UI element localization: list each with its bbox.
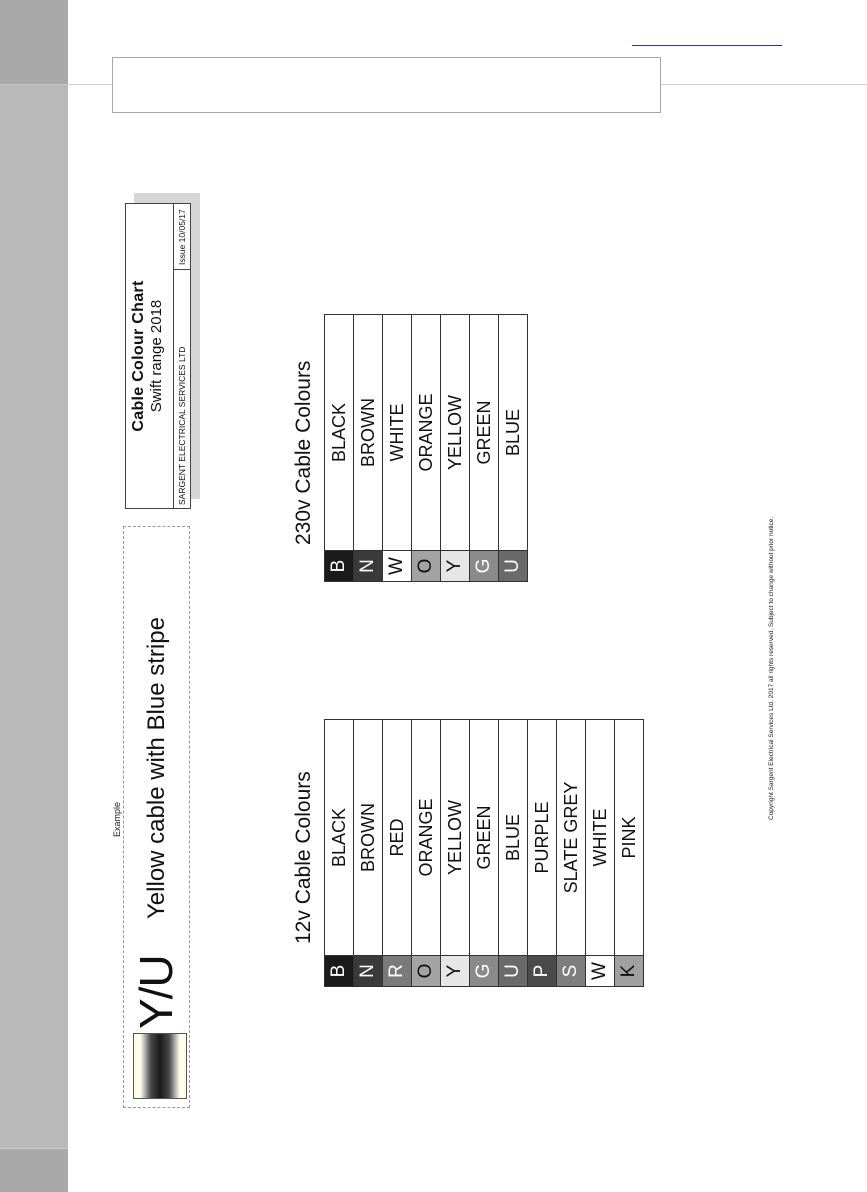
table-row	[499, 720, 528, 987]
colour-code-cell: W	[586, 956, 615, 987]
example-description: Yellow cable with Blue stripe	[143, 617, 170, 919]
colour-code-cell: U	[499, 551, 528, 582]
colour-name-cell: BLACK	[325, 315, 354, 551]
table-row	[470, 720, 499, 987]
colour-name-cell: PINK	[615, 720, 644, 956]
left-margin-band	[0, 0, 68, 1191]
table-row	[412, 315, 441, 582]
cable-swatch-image	[133, 1033, 187, 1099]
colour-name-cell: YELLOW	[441, 315, 470, 551]
colour-code-cell: N	[354, 956, 383, 987]
table-row	[383, 315, 412, 582]
table-12v-title: 12v Cable Colours	[292, 771, 315, 944]
table-row	[557, 720, 586, 987]
colour-name-cell: PURPLE	[528, 720, 557, 956]
example-label: Example	[112, 801, 122, 837]
table-row	[412, 720, 441, 987]
table-row	[383, 720, 412, 987]
title-block	[125, 203, 191, 509]
table-row	[354, 315, 383, 582]
chart-title: Cable Colour Chart	[130, 280, 147, 432]
header-box	[112, 57, 661, 113]
table-row	[441, 315, 470, 582]
table-row	[615, 720, 644, 987]
colour-code-cell: O	[412, 551, 441, 582]
colour-name-cell: SLATE GREY	[557, 720, 586, 956]
table-230v	[324, 314, 528, 582]
table-row	[470, 315, 499, 582]
title-block-main	[126, 204, 173, 508]
example-code: Y/U	[130, 955, 182, 1029]
bottom-tab	[0, 1148, 68, 1192]
colour-name-cell: GREEN	[470, 315, 499, 551]
company-name: SARGENT ELECTRICAL SERVICES LTD	[177, 346, 187, 505]
colour-name-cell: BLUE	[499, 315, 528, 551]
table-row	[499, 315, 528, 582]
table-row	[586, 720, 615, 987]
top-tab	[0, 0, 68, 85]
table-12v	[324, 719, 644, 987]
colour-name-cell: GREEN	[470, 720, 499, 956]
colour-code-cell: G	[470, 551, 499, 582]
table-230v-title: 230v Cable Colours	[292, 360, 315, 545]
table-row	[325, 315, 354, 582]
table-row	[528, 720, 557, 987]
colour-code-cell: B	[325, 956, 354, 987]
colour-code-cell: Y	[441, 956, 470, 987]
colour-code-cell: P	[528, 956, 557, 987]
colour-code-cell: O	[412, 956, 441, 987]
table-row	[354, 720, 383, 987]
colour-code-cell: K	[615, 956, 644, 987]
colour-name-cell: RED	[383, 720, 412, 956]
colour-name-cell: ORANGE	[412, 315, 441, 551]
colour-name-cell: BROWN	[354, 720, 383, 956]
example-box	[112, 526, 190, 1108]
table-row	[441, 720, 470, 987]
colour-code-cell: S	[557, 956, 586, 987]
colour-code-cell: U	[499, 956, 528, 987]
colour-name-cell: BLUE	[499, 720, 528, 956]
colour-name-cell: YELLOW	[441, 720, 470, 956]
colour-name-cell: WHITE	[586, 720, 615, 956]
header-link-underline	[632, 45, 782, 46]
colour-name-cell: ORANGE	[412, 720, 441, 956]
colour-name-cell: WHITE	[383, 315, 412, 551]
colour-code-cell: R	[383, 956, 412, 987]
copyright-notice: Copyright Sargent Electrical Services Ltd, 2017 all rights reserved. Subject to change without prior notice.	[768, 516, 775, 820]
title-block-footer	[173, 204, 191, 508]
colour-code-cell: N	[354, 551, 383, 582]
colour-code-cell: W	[383, 551, 412, 582]
colour-name-cell: BROWN	[354, 315, 383, 551]
table-row	[325, 720, 354, 987]
chart-subtitle: Swift range 2018	[148, 299, 165, 413]
colour-code-cell: G	[470, 956, 499, 987]
colour-code-cell: Y	[441, 551, 470, 582]
colour-code-cell: B	[325, 551, 354, 582]
colour-name-cell: BLACK	[325, 720, 354, 956]
issue-date: Issue 10/05/17	[174, 204, 191, 270]
